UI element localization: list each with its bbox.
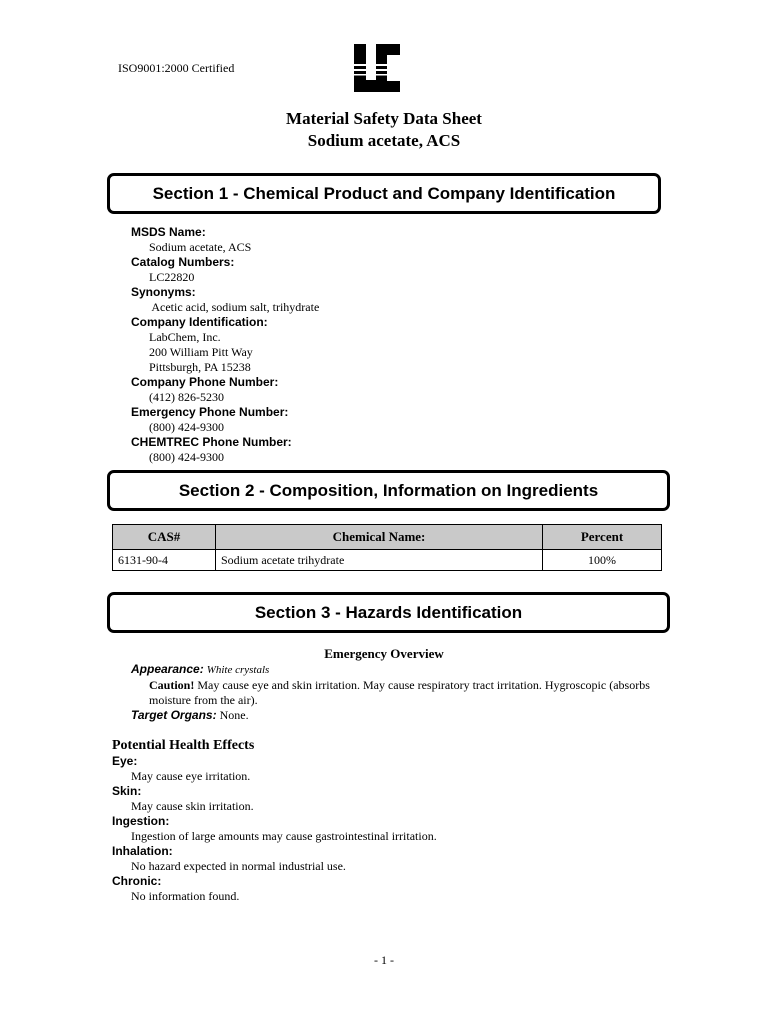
field-label-company-phone-number: Company Phone Number:: [131, 375, 279, 389]
field-value-chemtrec-phone-number: (800) 424-9300: [149, 450, 224, 464]
chemical-name-cell: Sodium acetate trihydrate: [216, 550, 543, 571]
field-label-company-identification: Company Identification:: [131, 315, 268, 329]
header-chemical-name: Chemical Name:: [216, 525, 543, 550]
field-value-company-identification: 200 William Pitt Way: [149, 345, 253, 359]
field-label-synonyms: Synonyms:: [131, 285, 196, 299]
header-percent: Percent: [543, 525, 662, 550]
appearance-label: Appearance:: [131, 662, 204, 676]
target-organs-row: [131, 708, 249, 723]
labchem-logo-icon: [352, 42, 402, 94]
effect-label-chronic: Chronic:: [112, 874, 162, 888]
field-value-emergency-phone-number: (800) 424-9300: [149, 420, 224, 434]
product-name: Sodium acetate, ACS: [307, 131, 461, 150]
certification-text: ISO9001:2000 Certified: [118, 61, 235, 75]
field-value-msds-name: Sodium acetate, ACS: [149, 240, 252, 254]
field-value-synonyms: Acetic acid, sodium salt, trihydrate: [149, 300, 320, 314]
effect-value-chronic: No information found.: [131, 889, 240, 903]
effect-value-skin: May cause skin irritation.: [131, 799, 254, 813]
section2-heading: Section 2 - Composition, Information on Ingredients: [107, 470, 670, 511]
potential-health-effects-title: Potential Health Effects: [112, 738, 255, 753]
field-value-company-identification: Pittsburgh, PA 15238: [149, 360, 251, 374]
field-label-catalog-numbers: Catalog Numbers:: [131, 255, 235, 269]
target-organs-value: None.: [216, 708, 249, 722]
appearance-value: White crystals: [206, 664, 270, 676]
field-label-emergency-phone-number: Emergency Phone Number:: [131, 405, 289, 419]
effect-value-inhalation: No hazard expected in normal industrial use.: [131, 859, 346, 873]
table-header-row: [113, 525, 662, 550]
field-label-chemtrec-phone-number: CHEMTREC Phone Number:: [131, 435, 292, 449]
caution-text: May cause eye and skin irritation. May cause respiratory tract irritation. Hygroscopic (absorbs moisture from the air).: [149, 678, 650, 707]
header-cas: CAS#: [113, 525, 216, 550]
emergency-overview-title: Emergency Overview: [324, 646, 444, 661]
field-value-catalog-numbers: LC22820: [149, 270, 195, 284]
effect-value-ingestion: Ingestion of large amounts may cause gastrointestinal irritation.: [131, 829, 437, 843]
caution-label: Caution!: [149, 678, 195, 692]
caution-statement: [149, 678, 659, 708]
section1-heading: Section 1 - Chemical Product and Company Identification: [107, 173, 661, 214]
effect-label-inhalation: Inhalation:: [112, 844, 173, 858]
target-organs-label: Target Organs:: [131, 708, 217, 722]
effect-label-skin: Skin:: [112, 784, 142, 798]
effect-value-eye: May cause eye irritation.: [131, 769, 251, 783]
field-value-company-phone-number: (412) 826-5230: [149, 390, 224, 404]
field-label-msds-name: MSDS Name:: [131, 225, 206, 239]
cas-number-cell: 6131-90-4: [113, 550, 216, 571]
effect-label-eye: Eye:: [112, 754, 138, 768]
field-value-company-identification: LabChem, Inc.: [149, 330, 221, 344]
table-row: [113, 550, 662, 571]
document-title: Material Safety Data Sheet: [286, 109, 482, 128]
page-number: - 1 -: [374, 953, 394, 967]
section3-heading: Section 3 - Hazards Identification: [107, 592, 670, 633]
composition-table: [112, 524, 662, 571]
percent-cell: 100%: [543, 550, 662, 571]
effect-label-ingestion: Ingestion:: [112, 814, 170, 828]
appearance-row: [131, 662, 269, 677]
